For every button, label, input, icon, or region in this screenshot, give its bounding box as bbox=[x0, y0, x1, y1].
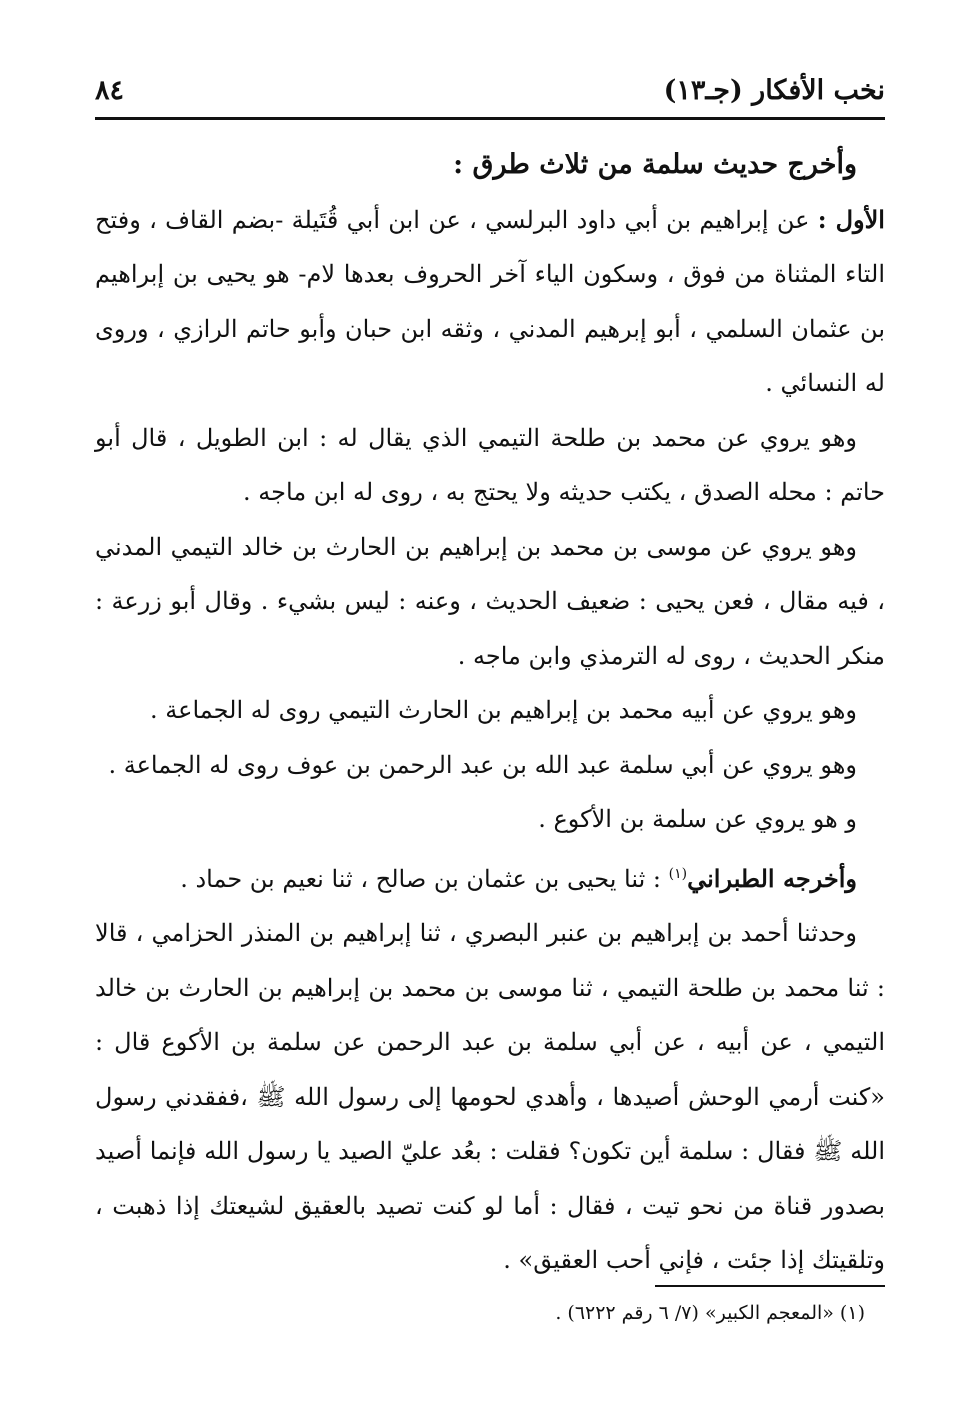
paragraph-hadith: وحدثنا أحمد بن إبراهيم بن عنبر البصري ، ثنا إبراهيم بن المنذر الحزامي ، قالا : ثنا محمد بن طلحة التيمي ، ثنا موسى بن محمد بن إبراهيم بن الحارث بن خالد التيمي ، عن أبيه ، عن أبي سلمة بن عبد الرحمن عن سلمة بن الأكوع قال : «كنت أرمي الوحش أصيدها ، وأهدي لحومها إلى رسول الله ﷺ ،ففقدني رسول الله ﷺ فقال : سلمة أين تكون؟ فقلت : بعُد عليّ الصيد يا رسول الله فإنما أصيد بصدور قناة من نحو تيت ، فقال : أما لو كنت تصيد بالعقيق لشيعتك إذا ذهبت ، وتلقيتك إذا جئت ، فإني أحب العقيق» . bbox=[95, 919, 885, 1274]
paragraph: وهو يروي عن موسى بن محمد بن إبراهيم بن الحارث بن خالد التيمي المدني ، فيه مقال ، فعن يحيى : ضعيف الحديث ، وعنه : ليس بشيء . وقال أبو زرعة : منكر الحديث ، روى له الترمذي وابن ماجه . bbox=[95, 532, 885, 670]
book-title: نخب الأفكار (جـ١٣) bbox=[663, 74, 885, 106]
first-text: عن إبراهيم بن أبي داود البرلسي ، عن ابن أبي قُتَيلة -بضم القاف ، وفتح التاء المثناة من فوق ، وسكون الياء آخر الحروف بعدها لام- هو يحيى بن إبراهيم بن عثمان السلمي ، أبو إبرهيم المدني ، وثقه ابن حبان وأبو حاتم الرازي ، وروى له النسائي . bbox=[95, 205, 885, 397]
page-number: ٨٤ bbox=[95, 74, 125, 106]
footnote: (١) «المعجم الكبير» (٧/ ٦ رقم ٦٢٢٢) . bbox=[555, 1302, 865, 1324]
footnote-rule bbox=[655, 1285, 885, 1287]
header-rule bbox=[95, 117, 885, 120]
footnote-ref[interactable]: (١) bbox=[668, 865, 688, 882]
paragraph: وهو يروي عن محمد بن طلحة التيمي الذي يقال له : ابن الطويل ، قال أبو حاتم : محله الصدق ، يكتب حديثه ولا يحتج به ، روى له ابن ماجه . bbox=[95, 423, 885, 506]
page-body bbox=[95, 138, 885, 1288]
section-title: وأخرج حديث سلمة من ثلاث طرق : bbox=[453, 149, 857, 180]
paragraph: وهو يروي عن أبي سلمة عبد الله بن عبد الرحمن بن عوف روى له الجماعة . bbox=[108, 750, 857, 779]
paragraph: و هو يروي عن سلمة بن الأكوع . bbox=[538, 805, 857, 833]
page-header bbox=[95, 68, 885, 112]
tabarani-text: : ثنا يحيى بن عثمان بن صالح ، ثنا نعيم بن حماد . bbox=[180, 864, 669, 893]
paragraph-tabarani bbox=[95, 847, 885, 907]
first-label: الأول : bbox=[817, 204, 885, 234]
paragraph: وهو يروي عن أبيه محمد بن إبراهيم بن الحارث التيمي روى له الجماعة . bbox=[150, 696, 857, 724]
tabarani-label: وأخرجه الطبراني bbox=[687, 863, 857, 893]
paragraph-first-chain bbox=[95, 193, 885, 411]
